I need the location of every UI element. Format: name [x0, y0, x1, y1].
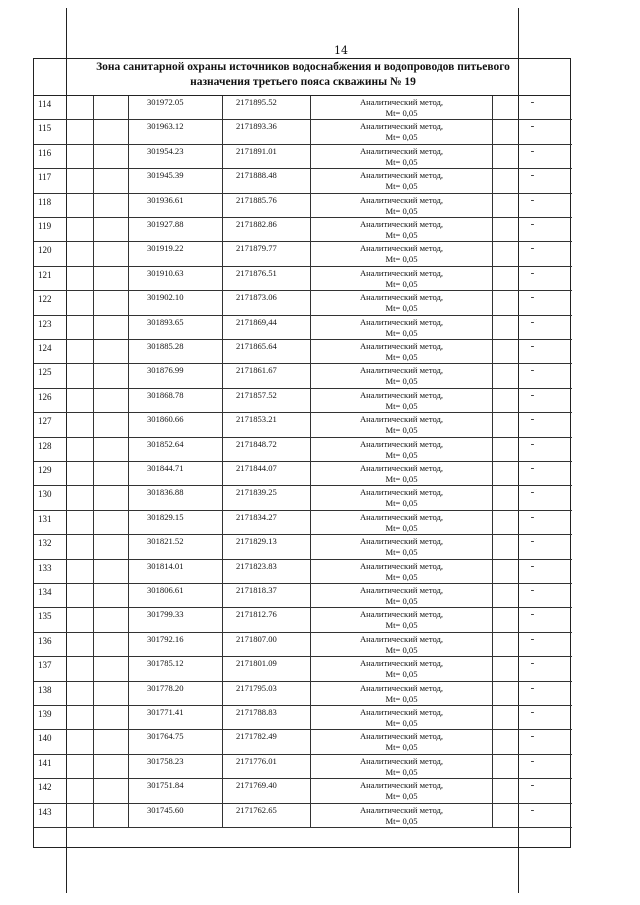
method-cell: [311, 364, 493, 387]
table-row: [34, 169, 572, 193]
method-text: Аналитический метод,: [359, 609, 444, 620]
empty-cell: [94, 608, 129, 631]
table-row: [34, 730, 572, 754]
table-row: [34, 682, 572, 706]
table-title-line-1: Зона санитарной охраны источников водоснабжения и водопроводов питьевого: [96, 61, 510, 73]
table-row: [34, 804, 572, 828]
empty-cell: [94, 535, 129, 558]
table-row: [34, 96, 572, 120]
accuracy-text: Mt= 0,05: [385, 718, 418, 728]
method-text: Аналитический метод,: [359, 292, 444, 303]
coordinate-x: 301885.28: [129, 340, 223, 363]
empty-cell: [94, 169, 129, 192]
coordinate-y: 2171812.76: [223, 608, 311, 631]
empty-cell: [94, 804, 129, 827]
coordinate-y: 2171893.36: [223, 120, 311, 143]
table-row: [34, 218, 572, 242]
point-number: 137: [34, 657, 94, 680]
coordinate-x: 301945.39: [129, 169, 223, 192]
coordinate-y: 2171882.86: [223, 218, 311, 241]
note-dash: -: [530, 535, 535, 548]
accuracy-text: Mt= 0,05: [385, 766, 418, 777]
method-text: Аналитический метод,: [359, 755, 444, 766]
coordinate-x: 301954.23: [129, 145, 223, 168]
method-text: Аналитический метод,: [359, 341, 444, 351]
empty-cell: [94, 96, 129, 119]
coordinate-y: 2171879.77: [223, 242, 311, 265]
empty-cell: [94, 242, 129, 265]
method-text: Аналитический метод,: [359, 511, 444, 522]
accuracy-text: Mt= 0,05: [385, 303, 418, 314]
note-dash: -: [530, 779, 535, 792]
coordinate-y: 2171782.49: [223, 730, 311, 753]
point-number: 116: [34, 145, 94, 168]
empty-cell: [94, 584, 129, 607]
point-number: 133: [34, 560, 94, 583]
method-text: Аналитический метод,: [359, 536, 444, 547]
method-text: Аналитический метод,: [359, 780, 444, 791]
accuracy-text: Mt= 0,05: [385, 425, 418, 436]
coordinate-x: 301814.01: [129, 560, 223, 583]
point-number: 120: [34, 242, 94, 265]
table-row: [34, 608, 572, 632]
table-row: [34, 413, 572, 437]
accuracy-text: Mt= 0,05: [385, 547, 418, 558]
coordinate-y: 2171891.01: [223, 145, 311, 168]
method-cell: [311, 194, 493, 217]
method-cell: [311, 608, 493, 631]
note-dash: -: [530, 266, 535, 279]
table-row: [34, 194, 572, 218]
accuracy-text: Mt= 0,05: [385, 815, 418, 826]
empty-cell: [94, 194, 129, 217]
accuracy-text: Mt= 0,05: [385, 693, 418, 704]
table-row: [34, 462, 572, 486]
point-number: 139: [34, 706, 94, 729]
method-cell: [311, 316, 493, 339]
empty-cell: [94, 633, 129, 656]
method-cell: [311, 96, 493, 119]
coordinate-y: 2171829.13: [223, 535, 311, 558]
method-cell: [311, 389, 493, 412]
coordinate-y: 2171895.52: [223, 96, 311, 119]
point-number: 126: [34, 389, 94, 412]
coordinate-y: 2171844.07: [223, 462, 311, 485]
method-cell: [311, 706, 493, 729]
table-row: [34, 486, 572, 510]
empty-cell: [94, 389, 129, 412]
note-dash: -: [530, 193, 535, 206]
table-row: [34, 120, 572, 144]
table-row: [34, 438, 572, 462]
point-number: 130: [34, 486, 94, 509]
point-number: 132: [34, 535, 94, 558]
coordinate-y: 2171801.09: [223, 657, 311, 680]
note-dash: -: [530, 584, 535, 596]
coordinate-y: 2171848.72: [223, 438, 311, 461]
method-text: Аналитический метод,: [359, 487, 444, 498]
page-number: 14: [334, 44, 348, 57]
table-row: [34, 560, 572, 584]
table-row: [34, 511, 572, 535]
method-cell: [311, 486, 493, 509]
method-cell: [311, 804, 493, 827]
empty-cell: [94, 779, 129, 802]
method-cell: [311, 169, 493, 192]
coordinate-x: 301972.05: [129, 96, 223, 119]
point-number: 142: [34, 779, 94, 802]
coordinate-x: 301751.84: [129, 779, 223, 802]
coordinates-table: [33, 96, 571, 848]
method-text: Аналитический метод,: [359, 633, 444, 644]
method-text: Аналитический метод,: [359, 194, 444, 205]
method-cell: [311, 218, 493, 241]
method-cell: [311, 267, 493, 290]
empty-cell: [94, 462, 129, 485]
coordinate-x: 301910.63: [129, 267, 223, 290]
method-text: Аналитический метод,: [359, 316, 444, 327]
empty-cell: [94, 511, 129, 534]
empty-cell: [94, 706, 129, 729]
note-dash: -: [530, 340, 535, 352]
note-dash: -: [530, 315, 535, 328]
note-dash: -: [530, 730, 535, 743]
point-number: 136: [34, 633, 94, 656]
method-cell: [311, 584, 493, 607]
coordinate-x: 301919.22: [129, 242, 223, 265]
coordinate-x: 301764.75: [129, 730, 223, 753]
coordinate-x: 301792.16: [129, 633, 223, 656]
note-dash: -: [530, 144, 535, 157]
method-text: Аналитический метод,: [359, 438, 444, 449]
note-dash: -: [530, 681, 535, 694]
coordinate-x: 301927.88: [129, 218, 223, 241]
accuracy-text: Mt= 0,05: [385, 669, 418, 680]
accuracy-text: Mt= 0,05: [385, 132, 418, 143]
coordinate-y: 2171888.48: [223, 169, 311, 192]
accuracy-text: Mt= 0,05: [385, 278, 418, 289]
method-cell: [311, 242, 493, 265]
coordinate-x: 301876.99: [129, 364, 223, 387]
accuracy-text: Mt= 0,05: [385, 376, 418, 387]
empty-cell: [94, 291, 129, 314]
accuracy-text: Mt= 0,05: [385, 156, 418, 167]
point-number: 135: [34, 608, 94, 631]
note-dash: -: [530, 510, 535, 523]
note-dash: -: [530, 364, 535, 377]
method-cell: [311, 145, 493, 168]
empty-cell: [94, 145, 129, 168]
method-cell: [311, 340, 493, 363]
accuracy-text: Mt= 0,05: [385, 108, 418, 118]
note-dash: -: [530, 413, 535, 426]
accuracy-text: Mt= 0,05: [385, 449, 418, 460]
method-cell: [311, 462, 493, 485]
accuracy-text: Mt= 0,05: [385, 791, 418, 802]
method-text: Аналитический метод,: [359, 219, 444, 229]
table-title-line-2: назначения третьего пояса скважины № 19: [190, 76, 416, 88]
table-row: [34, 364, 572, 388]
accuracy-text: Mt= 0,05: [385, 327, 418, 338]
empty-cell: [94, 218, 129, 241]
method-text: Аналитический метод,: [359, 365, 444, 376]
point-number: 117: [34, 169, 94, 192]
point-number: 138: [34, 682, 94, 705]
method-cell: [311, 682, 493, 705]
coordinate-y: 2171853.21: [223, 413, 311, 436]
coordinate-y: 2171869,44: [223, 316, 311, 339]
note-dash: -: [530, 120, 535, 133]
method-text: Аналитический метод,: [359, 560, 444, 571]
point-number: 115: [34, 120, 94, 143]
coordinate-x: 301936.61: [129, 194, 223, 217]
table-row: [34, 145, 572, 169]
method-cell: [311, 560, 493, 583]
table-row: [34, 657, 572, 681]
note-dash: -: [530, 96, 535, 108]
point-number: 140: [34, 730, 94, 753]
note-dash: -: [530, 657, 535, 670]
note-dash: -: [530, 462, 535, 474]
method-text: Аналитический метод,: [359, 585, 444, 595]
point-number: 128: [34, 438, 94, 461]
point-number: 124: [34, 340, 94, 363]
coordinate-x: 301785.12: [129, 657, 223, 680]
note-dash: -: [530, 559, 535, 572]
table-row: [34, 242, 572, 266]
coordinate-x: 301852.64: [129, 438, 223, 461]
note-dash: -: [530, 437, 535, 450]
point-number: 131: [34, 511, 94, 534]
coordinate-x: 301836.88: [129, 486, 223, 509]
empty-cell: [94, 438, 129, 461]
empty-cell: [94, 755, 129, 778]
table-row: [34, 755, 572, 779]
table-title: [33, 60, 573, 90]
note-dash: -: [530, 803, 535, 816]
accuracy-text: Mt= 0,05: [385, 474, 418, 484]
accuracy-text: Mt= 0,05: [385, 400, 418, 411]
accuracy-text: Mt= 0,05: [385, 571, 418, 582]
note-dash: -: [530, 169, 535, 182]
empty-cell: [94, 120, 129, 143]
coordinate-y: 2171762.65: [223, 804, 311, 827]
coordinate-x: 301771.41: [129, 706, 223, 729]
accuracy-text: Mt= 0,05: [385, 181, 418, 192]
method-cell: [311, 291, 493, 314]
empty-cell: [94, 560, 129, 583]
method-text: Аналитический метод,: [359, 682, 444, 693]
method-cell: [311, 633, 493, 656]
method-cell: [311, 779, 493, 802]
coordinate-y: 2171876.51: [223, 267, 311, 290]
table-row: [34, 706, 572, 730]
coordinate-y: 2171857.52: [223, 389, 311, 412]
coordinate-y: 2171839.25: [223, 486, 311, 509]
method-text: Аналитический метод,: [359, 731, 444, 742]
accuracy-text: Mt= 0,05: [385, 230, 418, 240]
note-dash: -: [530, 242, 535, 255]
coordinate-x: 301778.20: [129, 682, 223, 705]
accuracy-text: Mt= 0,05: [385, 254, 418, 265]
coordinate-x: 301758.23: [129, 755, 223, 778]
table-row: [34, 267, 572, 291]
point-number: 123: [34, 316, 94, 339]
point-number: 118: [34, 194, 94, 217]
point-number: 143: [34, 804, 94, 827]
method-cell: [311, 535, 493, 558]
coordinate-y: 2171769.40: [223, 779, 311, 802]
method-text: Аналитический метод,: [359, 267, 444, 278]
coordinate-x: 301821.52: [129, 535, 223, 558]
point-number: 141: [34, 755, 94, 778]
method-text: Аналитический метод,: [359, 170, 444, 181]
point-number: 122: [34, 291, 94, 314]
note-dash: -: [530, 291, 535, 304]
note-dash: -: [530, 608, 535, 621]
coordinate-x: 301829.15: [129, 511, 223, 534]
method-text: Аналитический метод,: [359, 463, 444, 473]
note-dash: -: [530, 754, 535, 767]
table-row: [34, 535, 572, 559]
accuracy-text: Mt= 0,05: [385, 742, 418, 753]
method-cell: [311, 511, 493, 534]
table-row: [34, 291, 572, 315]
point-number: 127: [34, 413, 94, 436]
accuracy-text: Mt= 0,05: [385, 644, 418, 655]
method-cell: [311, 438, 493, 461]
coordinate-y: 2171861.67: [223, 364, 311, 387]
point-number: 121: [34, 267, 94, 290]
method-text: Аналитический метод,: [359, 804, 444, 815]
coordinate-x: 301893.65: [129, 316, 223, 339]
method-cell: [311, 730, 493, 753]
coordinate-y: 2171885.76: [223, 194, 311, 217]
table-row: [34, 633, 572, 657]
coordinate-y: 2171865.64: [223, 340, 311, 363]
empty-cell: [94, 682, 129, 705]
coordinate-x: 301799.33: [129, 608, 223, 631]
point-number: 129: [34, 462, 94, 485]
method-text: Аналитический метод,: [359, 658, 444, 669]
accuracy-text: Mt= 0,05: [385, 205, 418, 216]
accuracy-text: Mt= 0,05: [385, 620, 418, 631]
point-number: 125: [34, 364, 94, 387]
empty-cell: [94, 730, 129, 753]
table-row: [34, 389, 572, 413]
empty-cell: [94, 657, 129, 680]
method-cell: [311, 120, 493, 143]
method-text: Аналитический метод,: [359, 414, 444, 425]
method-text: Аналитический метод,: [359, 145, 444, 156]
method-text: Аналитический метод,: [359, 243, 444, 254]
point-number: 119: [34, 218, 94, 241]
empty-cell: [94, 316, 129, 339]
coordinate-x: 301868.78: [129, 389, 223, 412]
empty-cell: [94, 364, 129, 387]
table-row: [34, 779, 572, 803]
accuracy-text: Mt= 0,05: [385, 498, 418, 509]
note-dash: -: [530, 632, 535, 645]
table-row: [34, 340, 572, 364]
table-row: [34, 316, 572, 340]
coordinate-y: 2171873.06: [223, 291, 311, 314]
coordinate-y: 2171834.27: [223, 511, 311, 534]
note-dash: -: [530, 388, 535, 401]
coordinate-y: 2171788.83: [223, 706, 311, 729]
coordinate-x: 301745.60: [129, 804, 223, 827]
coordinate-y: 2171776.01: [223, 755, 311, 778]
method-cell: [311, 755, 493, 778]
table-row: [34, 584, 572, 608]
empty-cell: [94, 267, 129, 290]
coordinate-x: 301844.71: [129, 462, 223, 485]
coordinate-x: 301806.61: [129, 584, 223, 607]
note-dash: -: [530, 218, 535, 230]
method-text: Аналитический метод,: [359, 97, 444, 107]
coordinate-y: 2171818.37: [223, 584, 311, 607]
method-text: Аналитический метод,: [359, 389, 444, 400]
coordinate-y: 2171823.83: [223, 560, 311, 583]
coordinate-y: 2171807.00: [223, 633, 311, 656]
coordinate-x: 301963.12: [129, 120, 223, 143]
point-number: 114: [34, 96, 94, 119]
point-number: 134: [34, 584, 94, 607]
method-text: Аналитический метод,: [359, 707, 444, 717]
accuracy-text: Mt= 0,05: [385, 596, 418, 606]
note-dash: -: [530, 486, 535, 499]
accuracy-text: Mt= 0,05: [385, 352, 418, 362]
accuracy-text: Mt= 0,05: [385, 522, 418, 533]
coordinate-y: 2171795.03: [223, 682, 311, 705]
note-dash: -: [530, 706, 535, 718]
method-cell: [311, 657, 493, 680]
method-text: Аналитический метод,: [359, 121, 444, 132]
empty-cell: [94, 340, 129, 363]
empty-cell: [94, 486, 129, 509]
method-cell: [311, 413, 493, 436]
coordinate-x: 301860.66: [129, 413, 223, 436]
empty-cell: [94, 413, 129, 436]
coordinate-x: 301902.10: [129, 291, 223, 314]
